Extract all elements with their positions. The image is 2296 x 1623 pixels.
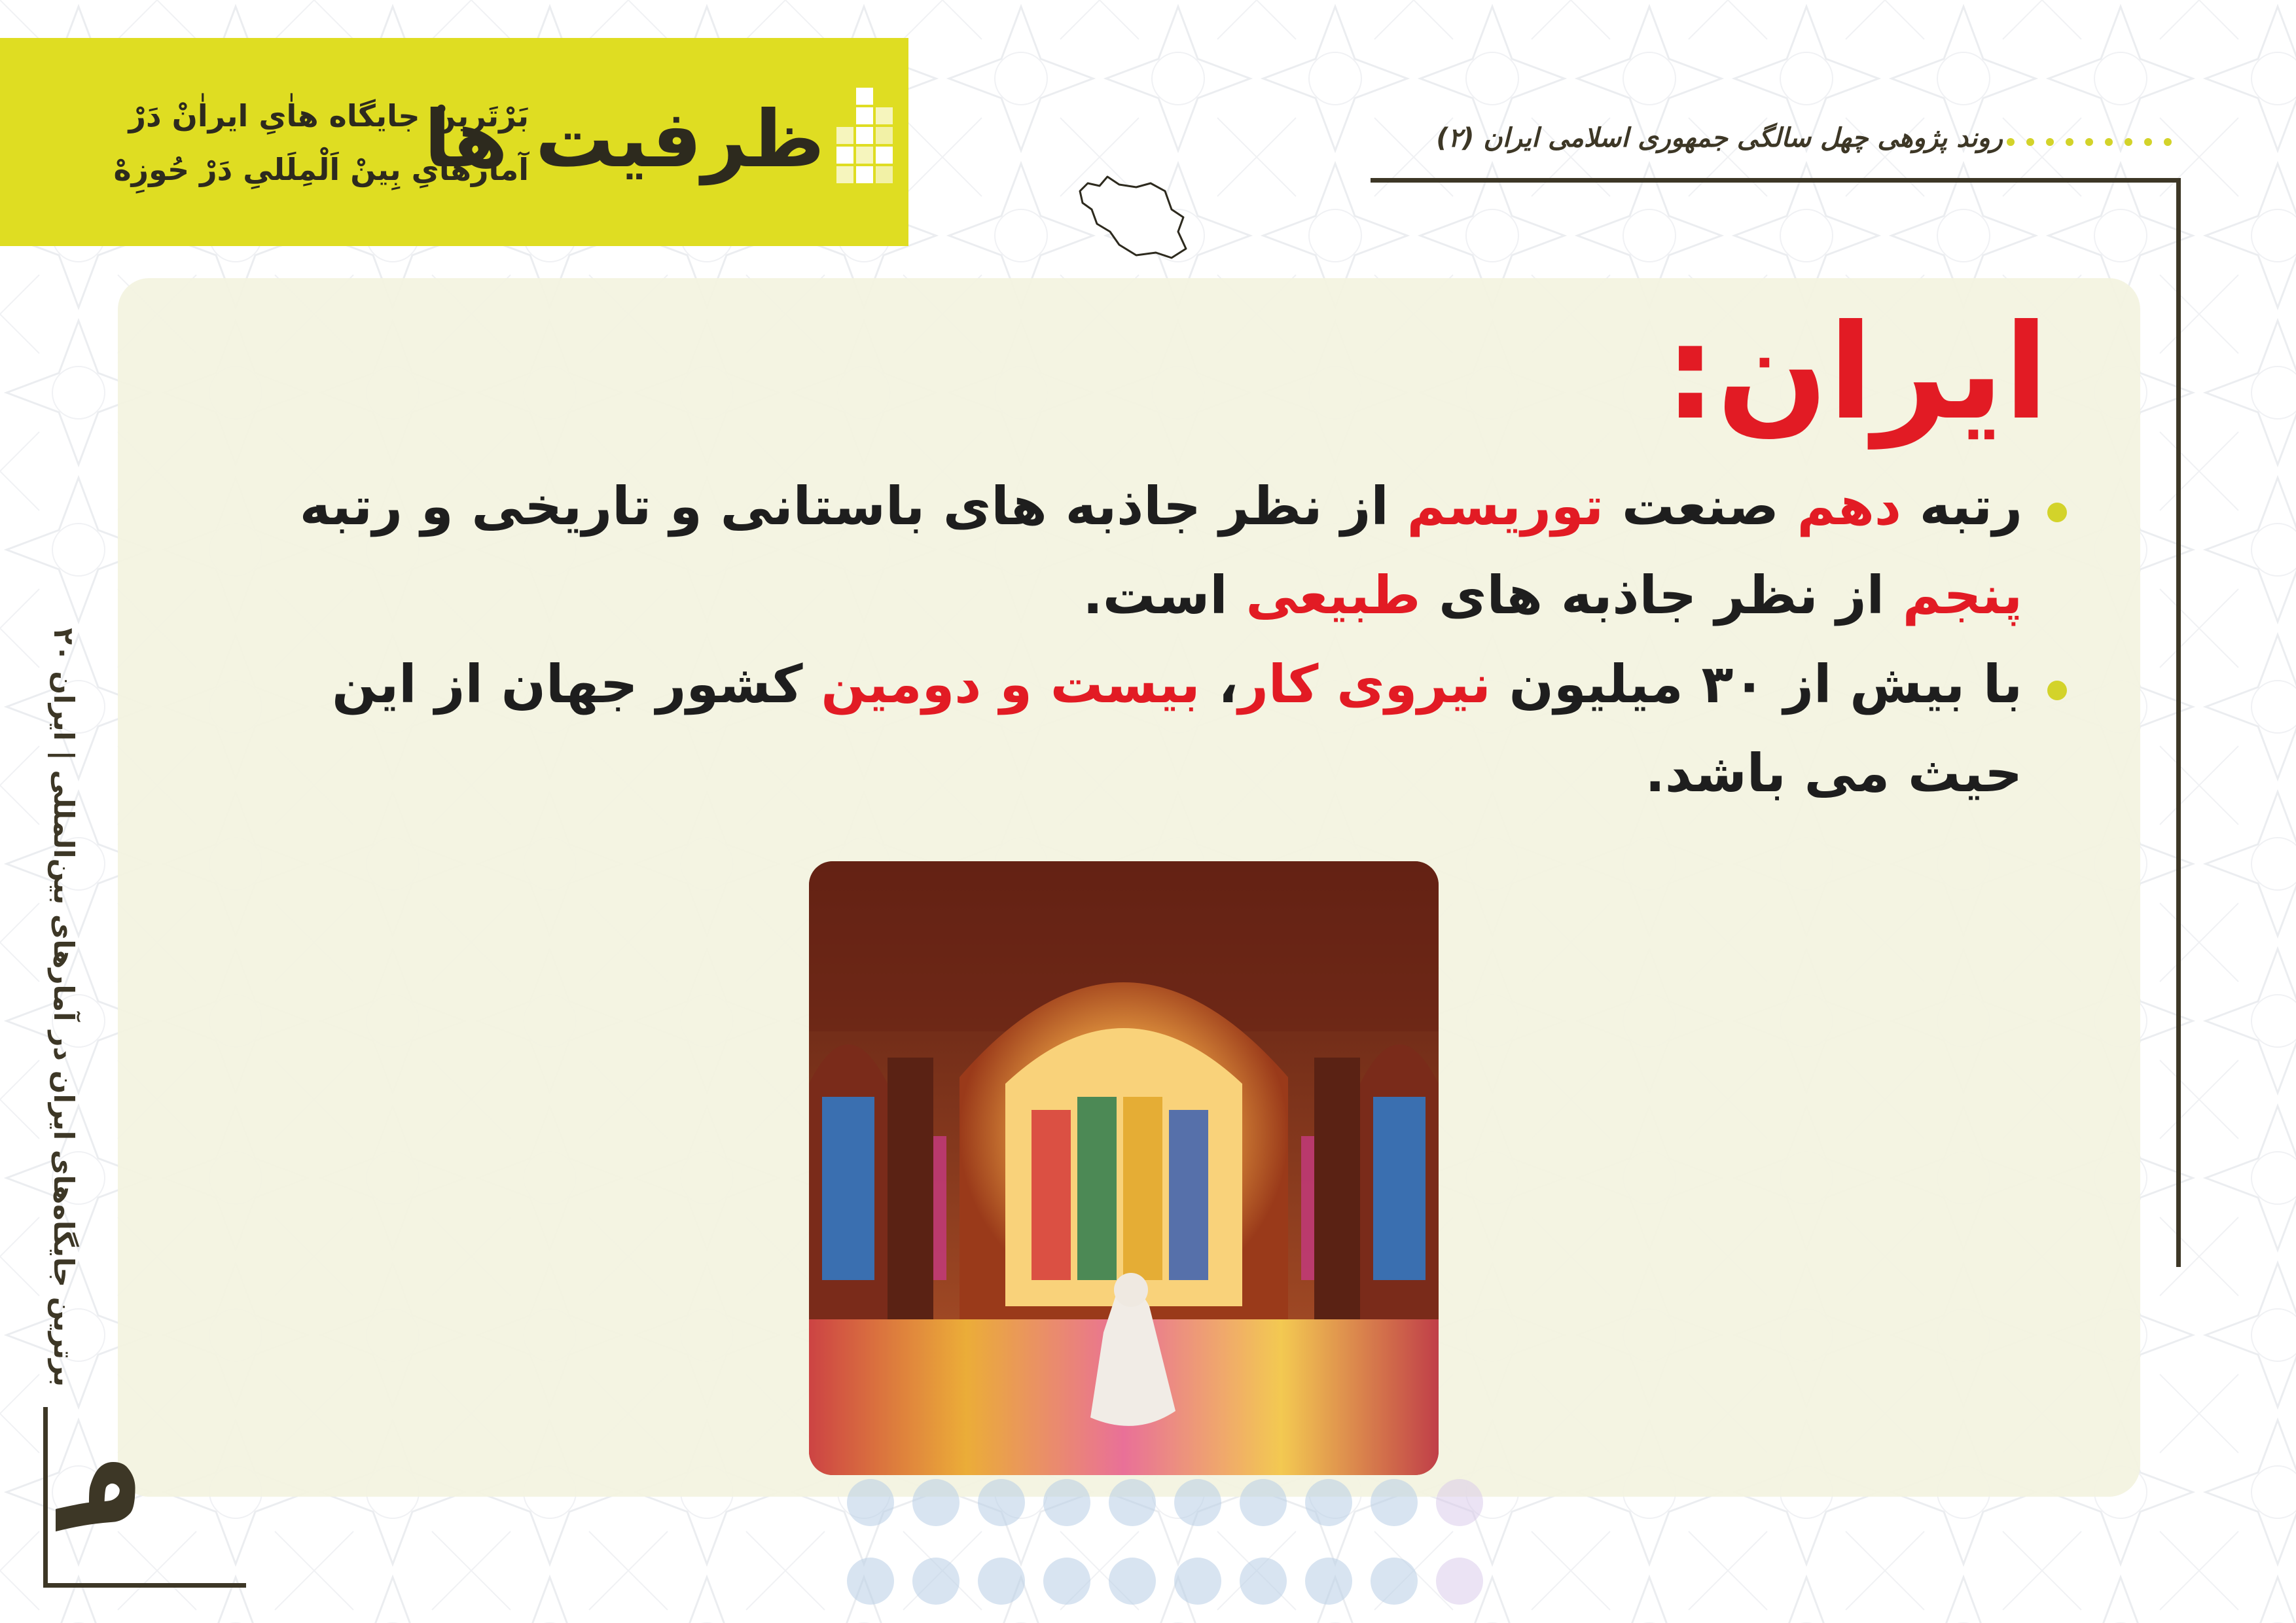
brand-logo — [423, 77, 897, 208]
side-caption: برترین جایگاه‌های ایران در آمارهای بین‌المللی | ایران ۲۰ — [48, 628, 80, 1387]
fact-item — [249, 640, 2049, 818]
iran-map-icon — [1073, 171, 1191, 270]
fact-text: است. — [1083, 565, 1246, 626]
page-number: ۹ — [26, 1458, 171, 1534]
decorative-dots — [844, 1476, 1512, 1623]
bullet-dot-icon — [2047, 503, 2067, 522]
fact-highlight: توریسم — [1407, 476, 1604, 537]
fact-text: صنعت — [1604, 476, 1797, 537]
fact-text: کشور جهان از این حیث می باشد. — [332, 654, 2022, 804]
fact-highlight: بیست و دومین — [821, 654, 1200, 715]
brand-word: ظرفیت ها — [423, 94, 825, 185]
header-rule — [1371, 178, 2181, 183]
fact-highlight: نیروی کار — [1238, 654, 1491, 715]
banner-tagline-line2: آماٰرهایِ بِینْ اَلْمِلَلیِ دَرْ حُوزِهْ — [113, 152, 529, 187]
fact-text: رتبه — [1901, 476, 2022, 537]
mosque-photo — [809, 861, 1439, 1475]
fact-text: از نظر جاذبه های — [1420, 565, 1903, 626]
header-title: روند پژوهی چهل سالگی جمهوری اسلامی ایران (۲) — [1436, 123, 2003, 153]
dotted-leader-icon — [2004, 137, 2181, 147]
fact-text: از نظر جاذبه های باستانی و تاریخی و رتبه — [299, 476, 1407, 537]
right-border-rule — [2176, 178, 2181, 1267]
fact-text: ، — [1200, 654, 1238, 715]
fact-highlight: پنجم — [1902, 565, 2022, 626]
section-banner — [0, 38, 908, 246]
page-title: ایران: — [1664, 296, 2049, 449]
facts-list — [249, 462, 2049, 818]
banner-tagline-line1: بَرْتَرینْ جایگاه هاٰیِ ایراٰنْ دَرْ — [128, 98, 529, 134]
bullet-dot-icon — [2047, 681, 2067, 700]
fact-text: با بیش از ۳۰ میلیون — [1490, 654, 2022, 715]
fact-highlight: دهم — [1797, 476, 1901, 537]
squares-logo-icon — [825, 88, 897, 205]
fact-highlight: طبیعی — [1246, 565, 1421, 626]
fact-item — [249, 462, 2049, 640]
bottom-border-rule — [43, 1583, 246, 1588]
